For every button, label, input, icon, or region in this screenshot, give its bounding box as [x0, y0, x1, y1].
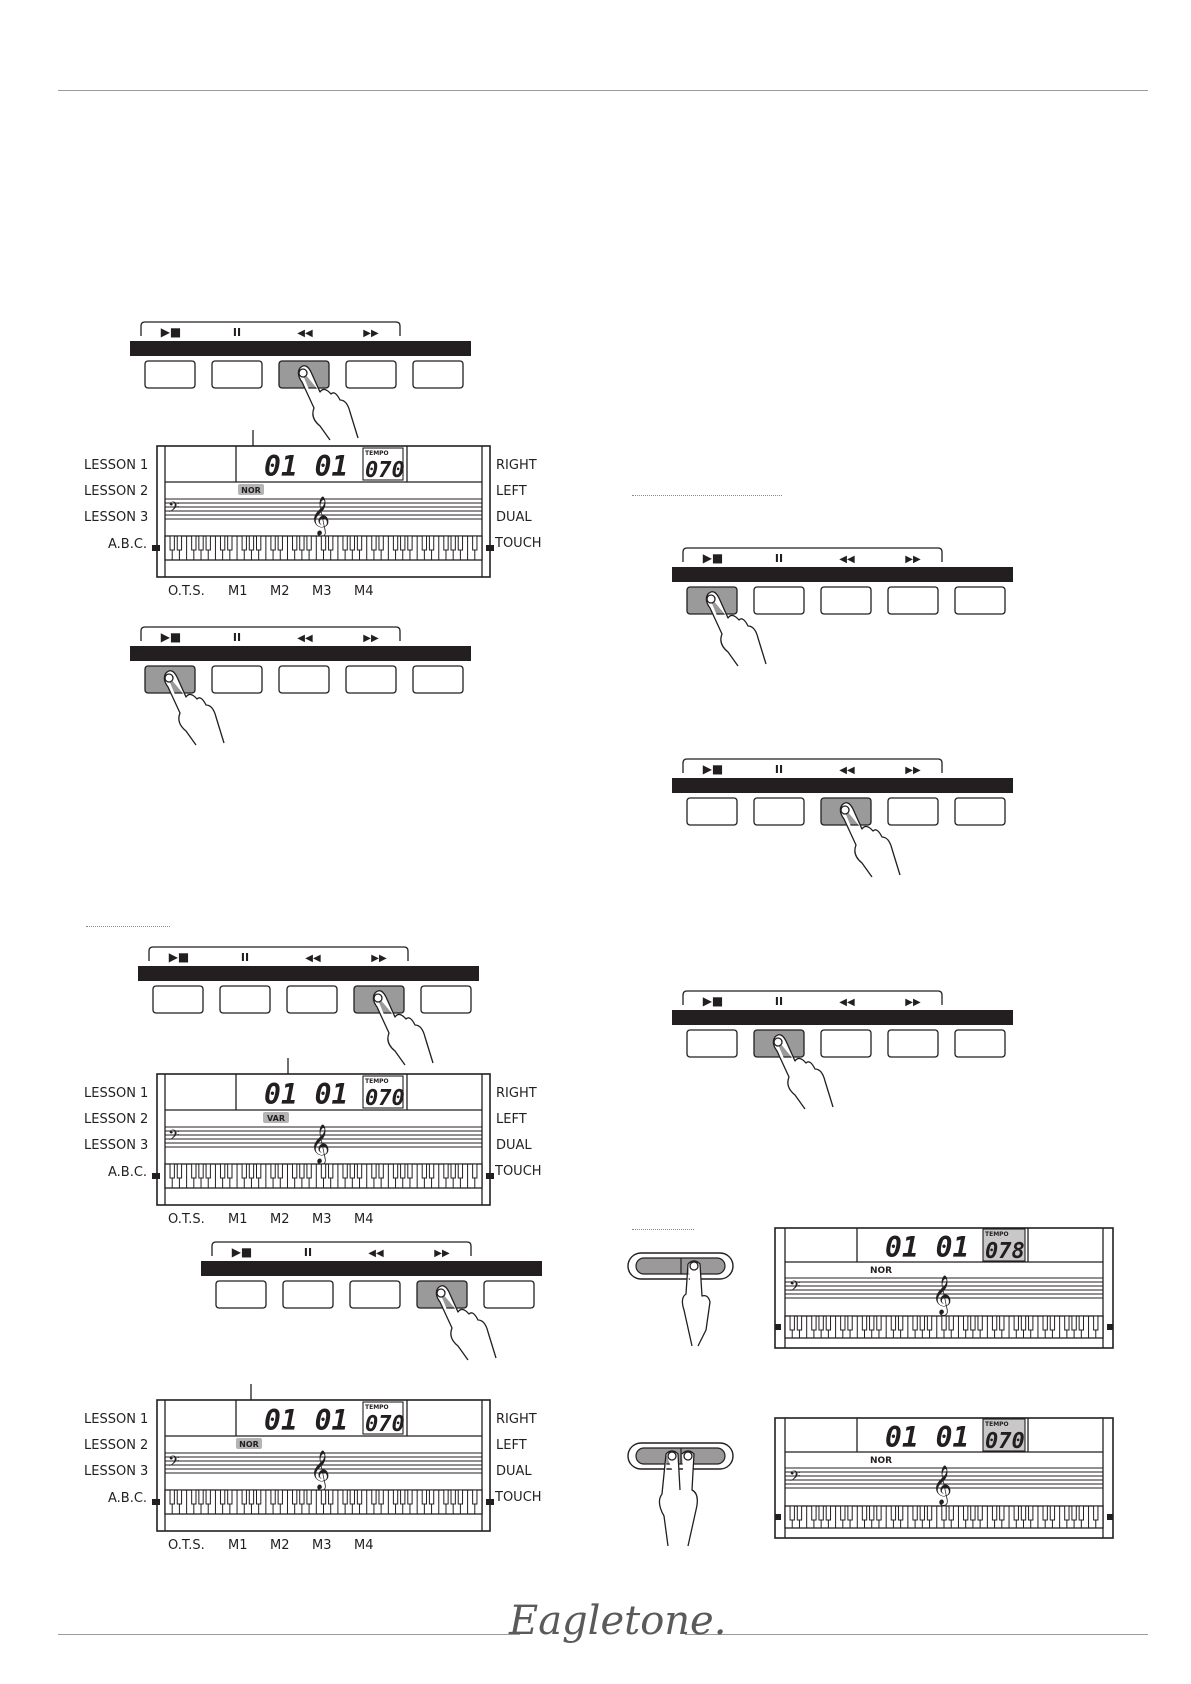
panel-button-4[interactable] [346, 361, 396, 388]
touch-label: TOUCH [495, 536, 542, 551]
panel-button-1[interactable] [687, 798, 737, 825]
keyboard-strip [152, 536, 494, 560]
panel-button-5[interactable] [955, 798, 1005, 825]
panel-button-4[interactable] [888, 798, 938, 825]
tempo-value: 070 [365, 1412, 405, 1437]
bass-clef-icon: 𝄢 [168, 1453, 180, 1474]
footer-rule-left [58, 1634, 520, 1635]
panel-button-5[interactable] [955, 587, 1005, 614]
lcd-display [80, 1058, 550, 1228]
touch-label: TOUCH [495, 1490, 542, 1505]
bass-clef-icon: 𝄢 [168, 1127, 180, 1148]
treble-clef-icon: 𝄞 [310, 1124, 331, 1164]
keyboard-strip [775, 1506, 1113, 1528]
two-fingers-icon [659, 1451, 697, 1546]
play-stop-icon: ▶■ [702, 551, 724, 565]
tempo-label: TEMPO [365, 1404, 389, 1411]
dual-label: DUAL [496, 510, 532, 525]
brand-wordmark: Eagletone. [509, 1598, 727, 1644]
rewind-icon: ◀◀ [839, 997, 855, 1008]
lesson-2-label: LESSON 2 [84, 1112, 149, 1127]
fast-forward-icon: ▶▶ [371, 953, 387, 964]
section-rule-left-1 [86, 926, 170, 927]
m3-label: M3 [312, 1212, 332, 1227]
m3-label: M3 [312, 1538, 332, 1553]
tempo-knob-figure [626, 1250, 736, 1350]
bass-clef-icon: 𝄢 [789, 1278, 801, 1299]
m4-label: M4 [354, 1538, 374, 1553]
m2-label: M2 [270, 1212, 290, 1227]
panel-button-1[interactable] [216, 1281, 266, 1308]
panel-button-3[interactable] [279, 666, 329, 693]
fast-forward-icon: ▶▶ [905, 554, 921, 565]
panel-button-2[interactable] [220, 986, 270, 1013]
ots-label: O.T.S. [168, 1212, 205, 1227]
control-panel [672, 987, 1017, 1112]
keyboard-strip [152, 1164, 494, 1188]
fast-forward-icon: ▶▶ [434, 1248, 450, 1259]
left-label: LEFT [496, 484, 527, 499]
mode-badge: NOR [241, 486, 261, 495]
pause-icon: II [774, 763, 784, 776]
left-label: LEFT [496, 1112, 527, 1127]
mode-badge: NOR [870, 1266, 893, 1276]
pause-icon: II [303, 1246, 313, 1259]
pause-icon: II [232, 326, 242, 339]
right-label: RIGHT [496, 458, 537, 473]
lesson-1-label: LESSON 1 [84, 458, 149, 473]
keyboard-strip [775, 1316, 1113, 1338]
control-panel [672, 755, 1017, 880]
play-stop-icon: ▶■ [231, 1245, 253, 1259]
fast-forward-icon: ▶▶ [905, 765, 921, 776]
right-label: RIGHT [496, 1086, 537, 1101]
panel-button-2[interactable] [212, 361, 262, 388]
play-stop-icon: ▶■ [168, 950, 190, 964]
ots-label: O.T.S. [168, 1538, 205, 1553]
panel-button-2[interactable] [754, 587, 804, 614]
tempo-label: TEMPO [365, 1078, 389, 1085]
song-number-readout: 01 01 [885, 1231, 970, 1264]
control-panel [138, 943, 483, 1068]
lcd-display [775, 1416, 1117, 1541]
pause-icon: II [774, 552, 784, 565]
panel-button-5[interactable] [413, 361, 463, 388]
rewind-icon: ◀◀ [839, 765, 855, 776]
bass-clef-icon: 𝄢 [789, 1468, 801, 1489]
abc-label: A.B.C. [108, 537, 148, 552]
abc-label: A.B.C. [108, 1491, 148, 1506]
dual-label: DUAL [496, 1464, 532, 1479]
panel-button-1[interactable] [153, 986, 203, 1013]
fast-forward-icon: ▶▶ [363, 633, 379, 644]
control-panel [201, 1238, 546, 1363]
panel-button-2[interactable] [212, 666, 262, 693]
panel-button-4[interactable] [888, 587, 938, 614]
panel-button-5[interactable] [484, 1281, 534, 1308]
brand-logo [505, 1590, 727, 1658]
mode-badge: VAR [267, 1114, 285, 1123]
header-rule [58, 90, 1148, 91]
play-stop-icon: ▶■ [160, 325, 182, 339]
lcd-display [775, 1226, 1117, 1351]
tempo-knob-figure [626, 1440, 736, 1550]
lesson-1-label: LESSON 1 [84, 1412, 149, 1427]
m4-label: M4 [354, 584, 374, 599]
panel-button-4[interactable] [888, 1030, 938, 1057]
lesson-1-label: LESSON 1 [84, 1086, 149, 1101]
mode-badge: NOR [870, 1456, 893, 1466]
pause-icon: II [240, 951, 250, 964]
treble-clef-icon: 𝄞 [310, 1450, 331, 1490]
section-rule-right-1 [632, 495, 782, 496]
m1-label: M1 [228, 584, 248, 599]
treble-clef-icon: 𝄞 [932, 1465, 953, 1505]
rewind-icon: ◀◀ [839, 554, 855, 565]
panel-button-1[interactable] [145, 361, 195, 388]
lesson-3-label: LESSON 3 [84, 1138, 149, 1153]
lesson-3-label: LESSON 3 [84, 510, 149, 525]
left-label: LEFT [496, 1438, 527, 1453]
m1-label: M1 [228, 1538, 248, 1553]
touch-label: TOUCH [495, 1164, 542, 1179]
panel-button-5[interactable] [413, 666, 463, 693]
abc-label: A.B.C. [108, 1165, 148, 1180]
tempo-value: 070 [985, 1429, 1025, 1454]
rewind-icon: ◀◀ [297, 328, 313, 339]
panel-button-3[interactable] [821, 1030, 871, 1057]
panel-button-1[interactable] [687, 1030, 737, 1057]
dual-label: DUAL [496, 1138, 532, 1153]
rewind-icon: ◀◀ [305, 953, 321, 964]
panel-button-2[interactable] [283, 1281, 333, 1308]
lesson-3-label: LESSON 3 [84, 1464, 149, 1479]
play-stop-icon: ▶■ [702, 762, 724, 776]
tempo-label: TEMPO [985, 1231, 1009, 1238]
panel-button-2[interactable] [754, 798, 804, 825]
fast-forward-icon: ▶▶ [363, 328, 379, 339]
rewind-icon: ◀◀ [368, 1248, 384, 1259]
keyboard-strip [152, 1490, 494, 1514]
control-panel [672, 544, 1017, 669]
section-rule-right-2 [632, 1229, 694, 1230]
footer-rule-right [685, 1634, 1148, 1635]
lesson-2-label: LESSON 2 [84, 484, 149, 499]
song-number-readout: 01 01 [264, 1078, 349, 1111]
m1-label: M1 [228, 1212, 248, 1227]
panel-button-5[interactable] [421, 986, 471, 1013]
tempo-label: TEMPO [985, 1421, 1009, 1428]
lcd-display [80, 430, 550, 600]
treble-clef-icon: 𝄞 [932, 1275, 953, 1315]
lcd-display [80, 1384, 550, 1554]
fast-forward-icon: ▶▶ [905, 997, 921, 1008]
tempo-value: 078 [985, 1239, 1025, 1264]
rewind-icon: ◀◀ [297, 633, 313, 644]
tempo-value: 070 [365, 458, 405, 483]
pause-icon: II [774, 995, 784, 1008]
control-panel [130, 623, 475, 748]
m2-label: M2 [270, 1538, 290, 1553]
control-panel [130, 318, 475, 443]
m2-label: M2 [270, 584, 290, 599]
play-stop-icon: ▶■ [160, 630, 182, 644]
m3-label: M3 [312, 584, 332, 599]
treble-clef-icon: 𝄞 [310, 496, 331, 536]
play-stop-icon: ▶■ [702, 994, 724, 1008]
panel-button-4[interactable] [346, 666, 396, 693]
panel-button-5[interactable] [955, 1030, 1005, 1057]
tempo-label: TEMPO [365, 450, 389, 457]
song-number-readout: 01 01 [885, 1421, 970, 1454]
pause-icon: II [232, 631, 242, 644]
panel-button-3[interactable] [287, 986, 337, 1013]
bass-clef-icon: 𝄢 [168, 499, 180, 520]
ots-label: O.T.S. [168, 584, 205, 599]
m4-label: M4 [354, 1212, 374, 1227]
mode-badge: NOR [239, 1440, 259, 1449]
right-label: RIGHT [496, 1412, 537, 1427]
tempo-value: 070 [365, 1086, 405, 1111]
panel-button-3[interactable] [821, 587, 871, 614]
panel-button-3[interactable] [350, 1281, 400, 1308]
lesson-2-label: LESSON 2 [84, 1438, 149, 1453]
song-number-readout: 01 01 [264, 450, 349, 483]
song-number-readout: 01 01 [264, 1404, 349, 1437]
